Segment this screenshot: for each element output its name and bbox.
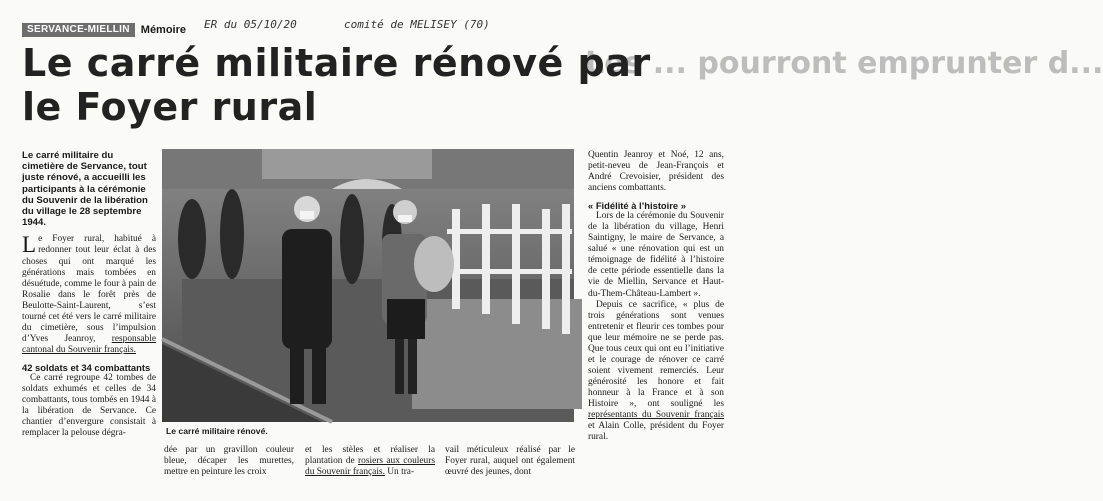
- headline-line-2: le Foyer rural: [22, 85, 318, 129]
- subheading: 42 soldats et 34 combattants: [22, 361, 151, 373]
- article-column-2: dée par un gravillon couleur bleue, décaper les murettes, mettre en peinture les croix: [164, 445, 294, 478]
- body-paragraph: Ce carré regroupe 42 tombes de soldats exhumés et celles de 34 combattants, tous tombés en 1944 à la libération de Servance. Ce chantier d’envergure consistait à remplacer la pelouse dégra-: [22, 372, 156, 439]
- subheading: « Fidélité à l’histoire »: [588, 200, 686, 212]
- article-column-right: Quentin Jeanroy et Noé, 12 ans, petit-neveu de Jean-François et André Crevoisier, président des anciens combattants. « Fidélité à l’histoire » Lors de la cérémonie du Souvenir de la libération du village, Henri Saintigny, le maire de Servance, a salué « une rénovation qui est un témoignage de fidélité à l’histoire de cette période essentielle dans la vie de Miellin, Servance et Haut-du-Them-Château-Lambert ». Depuis ce sacrifice, « plus de trois générations sont venues entretenir et fleurir ces tombes pour que leur mémoire ne se perde pas. Que tous ceux qui ont eu l’initiative et le courage de rénover ce carré soient vivement remerciés. Leur générosité les honore et fait honneur à la France et à son Histoire », ont souligné les représentants du Souvenir français et Alain Colle, président du Foyer rural.: [588, 150, 724, 443]
- underlined-phrase: représentants du Souvenir français: [588, 410, 724, 421]
- headline-line-1: Le carré militaire rénové par: [22, 41, 651, 85]
- ceremony-photo: [162, 149, 574, 422]
- body-paragraph: Le Foyer rural, habitué à redonner tout leur éclat à des choses qui ont marqué les générations mais tombées en désuétude, comme le four à pain de Rosalie dans le forêt près de Beulotte-Saint-Laurent, s’est tourné cet été vers le carré militaire du cimetière, sous l’impulsion d’Yves Jeanroy, responsable cantonal du Souvenir français.: [22, 232, 157, 355]
- photo-caption: Le carré militaire rénové.: [166, 426, 268, 436]
- section-kicker: [22, 23, 186, 36]
- handwritten-source-note: ER du 05/10/20: [204, 18, 297, 31]
- underlined-phrase: responsable cantonal du Souvenir français.: [22, 333, 157, 355]
- article-column-3: et les stèles et réaliser la plantation de rosiers aux couleurs du Souvenir français. Un tra-: [305, 445, 436, 478]
- section-label: Mémoire: [140, 23, 187, 36]
- underlined-phrase: rosiers aux couleurs du Souvenir français.: [305, 456, 436, 478]
- article-column-1: [22, 150, 156, 439]
- lede: Le carré militaire du cimetière de Servance, tout juste rénové, a accueilli les participants à la cérémonie du Souvenir de la libération du village le 28 septembre 1944.: [22, 150, 148, 229]
- headline: [22, 41, 662, 129]
- drop-cap: L: [22, 232, 37, 258]
- article-column-4: vail méticuleux réalisé par le Foyer rural, auquel ont également œuvré des jeunes, dont: [445, 445, 575, 478]
- handwritten-committee-note: comité de MELISEY (70): [344, 18, 490, 31]
- location-tag: SERVANCE-MIELLIN: [22, 23, 135, 37]
- ghost-headline: Les ... pourront emprunter d...: [585, 46, 1103, 81]
